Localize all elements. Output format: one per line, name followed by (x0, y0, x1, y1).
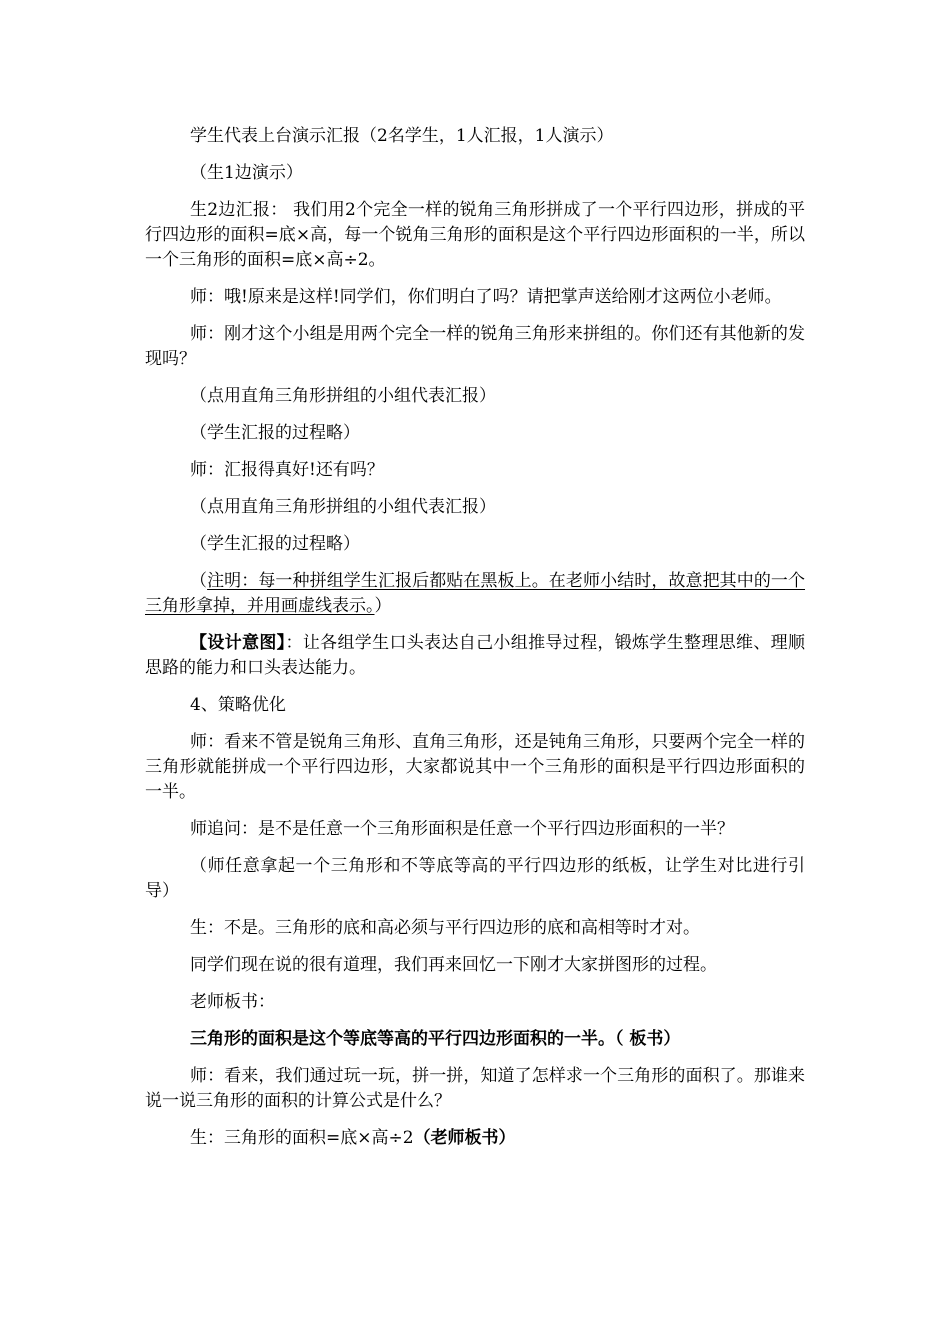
paragraph-teacher-demo: （师任意拿起一个三角形和不等底等高的平行四边形的纸板，让学生对比进行引导） (145, 856, 805, 901)
paragraph-student2-report: 生2边汇报： 我们用2个完全一样的锐角三角形拼成了一个平行四边形，拼成的平行四边形的面积=底×高，每一个锐角三角形的面积是这个平行四边形面积的一半，所以一个三角形的面积=底×高÷2。 (145, 200, 805, 270)
paragraph-board-label: 老师板书： (190, 992, 275, 1012)
design-intent-label: 【设计意图】 (190, 633, 286, 653)
design-intent-text: ：让各组学生口头表达自己小组推导过程，锻炼学生整理思维、理顺思路的能力和口头表达能力。 (145, 633, 806, 678)
note-open-paren: （ (190, 571, 208, 591)
paragraph-report-omitted: （学生汇报的过程略） (190, 423, 360, 443)
paragraph-teacher-formula-question: 师：看来，我们通过玩一玩，拼一拼，知道了怎样求一个三角形的面积了。那谁来说一说三角形的面积的计算公式是什么？ (145, 1066, 805, 1111)
paragraph-student1-demo: （生1边演示） (190, 163, 303, 183)
paragraph-teacher-praise: 师：汇报得真好!还有吗？ (190, 460, 384, 480)
paragraph-right-triangle-group: （点用直角三角形拼组的小组代表汇报） (190, 386, 496, 406)
formula-board-note: （老师板书） (413, 1128, 516, 1148)
note-close-paren: ） (374, 596, 392, 616)
paragraph-recall: 同学们现在说的很有道理，我们再来回忆一下刚才大家拼图形的过程。 (190, 955, 717, 975)
paragraph-teacher-question: 师：刚才这个小组是用两个完全一样的锐角三角形来拼组的。你们还有其他新的发现吗？ (145, 324, 805, 369)
paragraph-right-triangle-group-2: （点用直角三角形拼组的小组代表汇报） (190, 497, 496, 517)
note-underlined-text: 注明：每一种拼组学生汇报后都贴在黑板上。在老师小结时，故意把其中的一个三角形拿掉，并用画虚线表示。 (145, 571, 806, 616)
paragraph-student-answer: 生：不是。三角形的底和高必须与平行四边形的底和高相等时才对。 (190, 918, 700, 938)
paragraph-teacher-response: 师：哦!原来是这样!同学们，你们明白了吗？请把掌声送给刚才这两位小老师。 (190, 287, 782, 307)
paragraph-note (145, 569, 805, 619)
paragraph-teacher-followup: 师追问：是不是任意一个三角形面积是任意一个平行四边形面积的一半？ (190, 819, 734, 839)
paragraph-teacher-summary: 师：看来不管是锐角三角形、直角三角形，还是钝角三角形，只要两个完全一样的三角形就能拼成一个平行四边形，大家都说其中一个三角形的面积是平行四边形面积的一半。 (145, 732, 805, 802)
paragraph-section-heading: 4、策略优化 (190, 695, 286, 715)
paragraph-student-formula (145, 1126, 805, 1151)
formula-text: 生：三角形的面积=底×高÷2 (190, 1128, 414, 1148)
paragraph-design-intent (145, 631, 805, 681)
paragraph-board-conclusion: 三角形的面积是这个等底等高的平行四边形面积的一半。（ 板书） (190, 1029, 681, 1049)
paragraph-report-omitted-2: （学生汇报的过程略） (190, 534, 360, 554)
paragraph-demo-report: 学生代表上台演示汇报（2名学生，1人汇报，1人演示） (190, 126, 614, 146)
